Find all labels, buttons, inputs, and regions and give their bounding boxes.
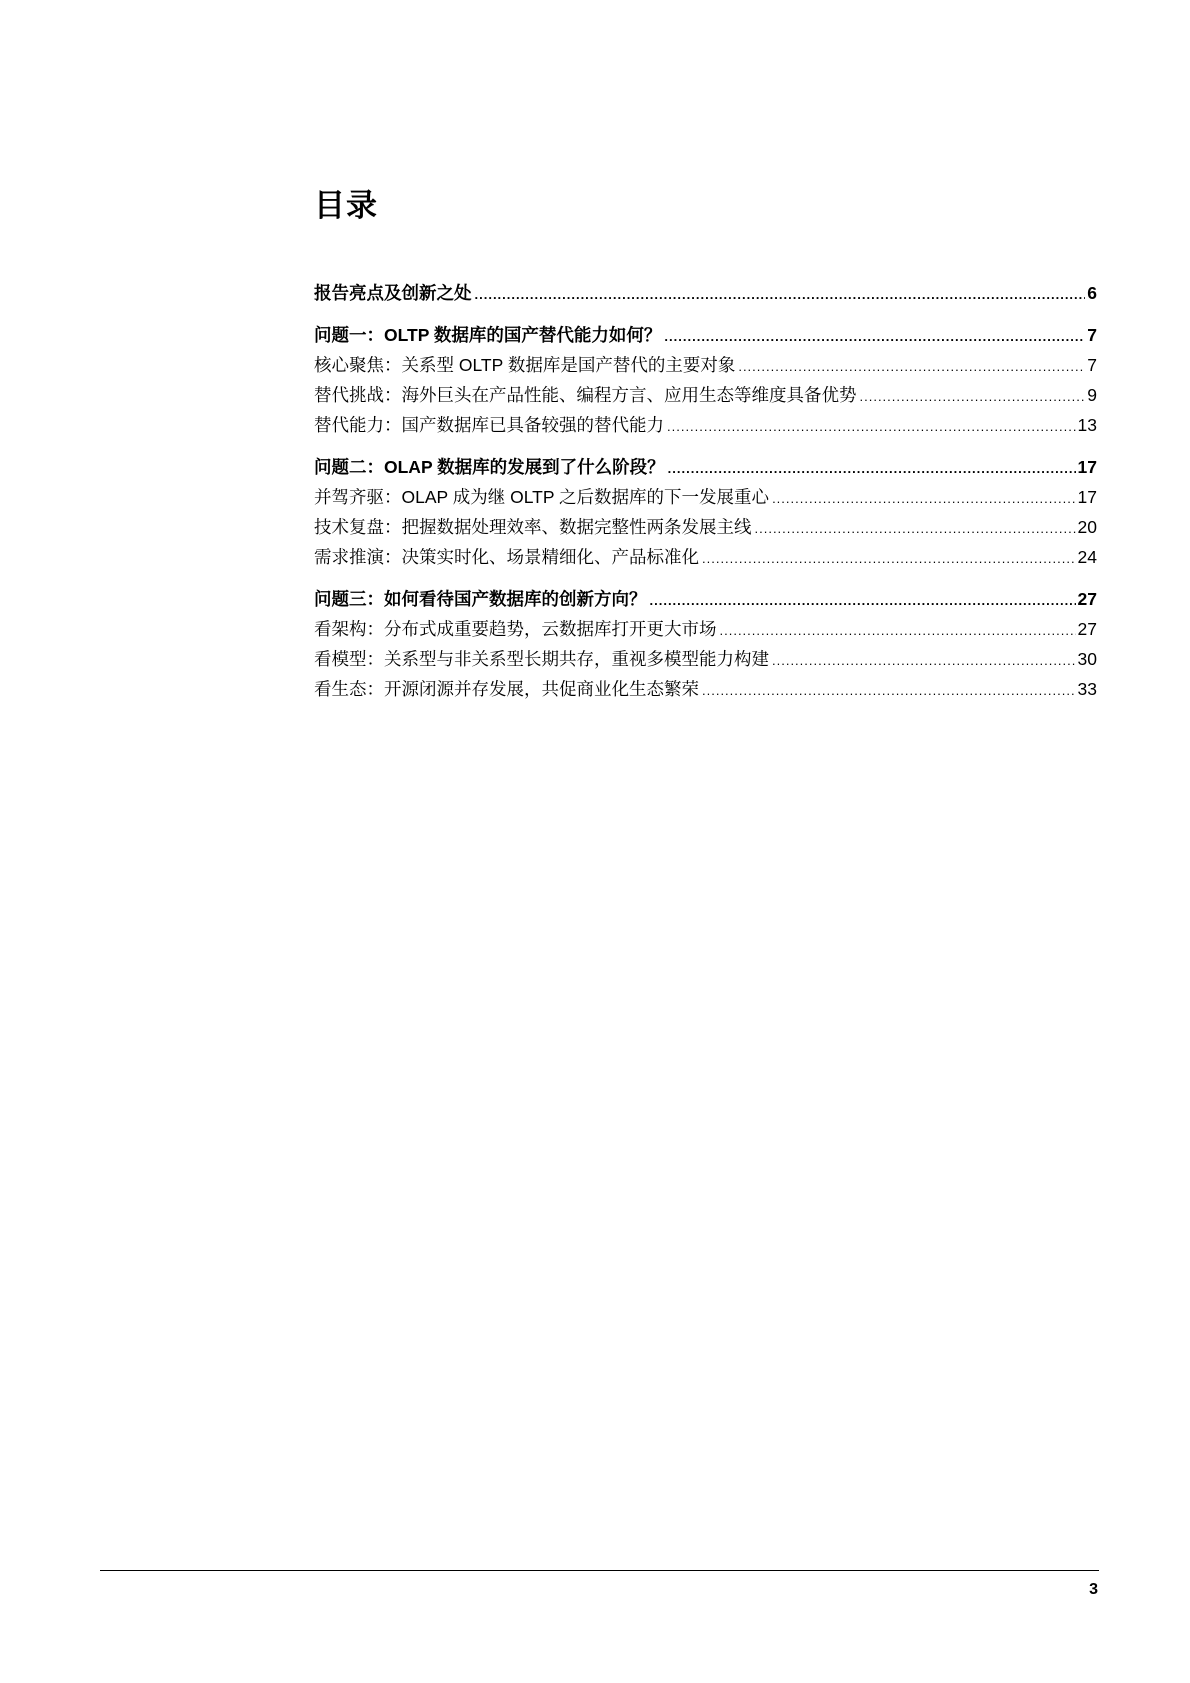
toc-dot-leader — [720, 616, 1076, 646]
toc-entry-text: 替代挑战：海外巨头在产品性能、编程方言、应用生态等维度具备优势 — [314, 385, 857, 405]
toc-entry-page: 33 — [1077, 679, 1097, 699]
toc-dot-leader — [772, 484, 1075, 514]
toc-entry-text: 看架构：分布式成重要趋势，云数据库打开更大市场 — [314, 619, 717, 639]
toc-entry-text: 核心聚焦：关系型 OLTP 数据库是国产替代的主要对象 — [314, 355, 736, 375]
toc-dot-leader — [650, 586, 1076, 616]
toc-entry-text: 需求推演：决策实时化、场景精细化、产品标准化 — [314, 547, 699, 567]
toc-entry-text: 问题二：OLAP 数据库的发展到了什么阶段？ — [314, 457, 665, 477]
toc-entry-side-by-side[interactable] — [314, 482, 1097, 512]
toc-entry-replacement-capability[interactable] — [314, 410, 1097, 440]
toc-entry-page: 24 — [1077, 547, 1097, 567]
toc-dot-leader — [475, 280, 1086, 310]
toc-entry-page: 17 — [1077, 457, 1097, 477]
toc-dot-leader — [702, 544, 1076, 574]
table-of-contents — [314, 278, 1097, 704]
toc-dot-leader — [738, 352, 1085, 382]
toc-dot-leader — [755, 514, 1076, 544]
footer-divider — [100, 1570, 1099, 1571]
toc-entry-text: 替代能力：国产数据库已具备较强的替代能力 — [314, 415, 664, 435]
toc-dot-leader — [668, 454, 1076, 484]
toc-entry-page: 17 — [1077, 487, 1097, 507]
toc-entry-text: 报告亮点及创新之处 — [314, 283, 472, 303]
toc-entry-architecture[interactable] — [314, 614, 1097, 644]
toc-entry-question-1[interactable] — [314, 320, 1097, 350]
toc-entry-page: 20 — [1077, 517, 1097, 537]
toc-entry-demand-projection[interactable] — [314, 542, 1097, 572]
page-title: 目录 — [314, 188, 378, 223]
toc-dot-leader — [702, 676, 1076, 706]
toc-dot-leader — [772, 646, 1076, 676]
toc-entry-models[interactable] — [314, 644, 1097, 674]
toc-entry-question-2[interactable] — [314, 452, 1097, 482]
footer-page-number: 3 — [1089, 1581, 1098, 1598]
toc-entry-text: 看模型：关系型与非关系型长期共存，重视多模型能力构建 — [314, 649, 769, 669]
toc-dot-leader — [860, 382, 1086, 412]
toc-entry-tech-review[interactable] — [314, 512, 1097, 542]
toc-entry-text: 技术复盘：把握数据处理效率、数据完整性两条发展主线 — [314, 517, 752, 537]
toc-entry-page: 7 — [1087, 355, 1097, 375]
toc-entry-page: 6 — [1087, 283, 1097, 303]
toc-entry-page: 7 — [1087, 325, 1097, 345]
toc-entry-question-3[interactable] — [314, 584, 1097, 614]
toc-dot-leader — [664, 322, 1085, 352]
toc-dot-leader — [667, 412, 1076, 442]
toc-entry-page: 27 — [1077, 589, 1097, 609]
toc-entry-text: 问题三：如何看待国产数据库的创新方向？ — [314, 589, 647, 609]
toc-entry-page: 9 — [1087, 385, 1097, 405]
toc-entry-page: 13 — [1077, 415, 1097, 435]
toc-entry-text: 问题一：OLTP 数据库的国产替代能力如何？ — [314, 325, 662, 345]
toc-entry-core-focus[interactable] — [314, 350, 1097, 380]
toc-entry-text: 看生态：开源闭源并存发展，共促商业化生态繁荣 — [314, 679, 699, 699]
toc-entry-text: 并驾齐驱：OLAP 成为继 OLTP 之后数据库的下一发展重心 — [314, 487, 770, 507]
toc-entry-replacement-challenge[interactable] — [314, 380, 1097, 410]
toc-entry-highlights[interactable] — [314, 278, 1097, 308]
toc-entry-ecosystem[interactable] — [314, 674, 1097, 704]
toc-entry-page: 30 — [1077, 649, 1097, 669]
toc-entry-page: 27 — [1077, 619, 1097, 639]
